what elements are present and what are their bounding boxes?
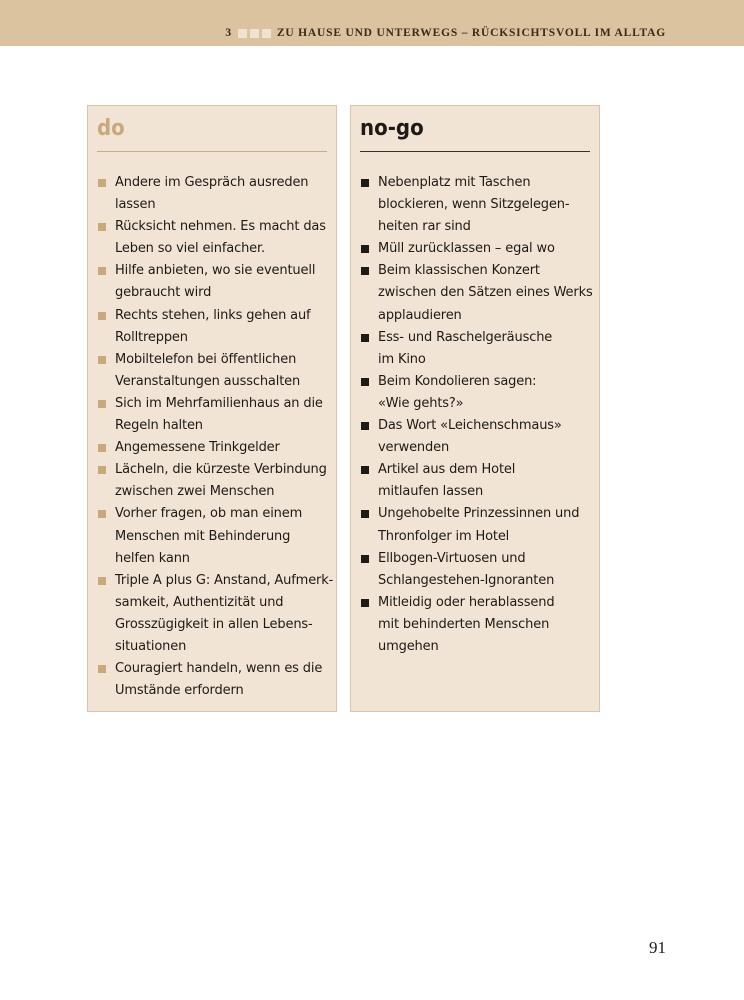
list-item-line: Couragiert handeln, wenn es die bbox=[115, 661, 323, 677]
list-item-line: heiten rar sind bbox=[378, 219, 471, 235]
list-item-line: Regeln halten bbox=[115, 418, 203, 434]
list-item-line: Beim Kondolieren sagen: bbox=[378, 373, 537, 389]
do-divider bbox=[97, 151, 327, 152]
list-item-line: Ess- und Raschelgeräusche bbox=[378, 329, 553, 345]
square-bullet-icon bbox=[361, 510, 369, 518]
list-item bbox=[97, 393, 332, 437]
list-item-line: samkeit, Authentizität und bbox=[115, 594, 284, 610]
square-bullet-icon bbox=[361, 334, 369, 342]
square-bullet-icon bbox=[98, 466, 106, 474]
square-bullet-icon bbox=[98, 577, 106, 585]
square-bullet-icon bbox=[98, 444, 106, 452]
list-item-line: Lächeln, die kürzeste Verbindung bbox=[115, 462, 327, 478]
list-item-line: Rolltreppen bbox=[115, 329, 188, 345]
list-item-line: Beim klassischen Konzert bbox=[378, 263, 540, 279]
list-item-line: mitlaufen lassen bbox=[378, 484, 484, 500]
nogo-box bbox=[350, 105, 600, 712]
list-item-line: Mobiltelefon bei öffentlichen bbox=[115, 351, 297, 367]
square-bullet-icon bbox=[98, 179, 106, 187]
list-item bbox=[360, 172, 595, 238]
square-bullet-icon bbox=[361, 267, 369, 275]
list-item-line: zwischen den Sätzen eines Werks bbox=[378, 285, 593, 301]
running-title: ZU HAUSE UND UNTERWEGS – RÜCKSICHTSVOLL IM ALLTAG bbox=[276, 27, 666, 39]
list-item-line: Ellbogen-Virtuosen und bbox=[378, 550, 526, 566]
list-item bbox=[97, 437, 332, 459]
list-item-line: Schlangestehen-Ignoranten bbox=[378, 572, 555, 588]
list-item-line: situationen bbox=[115, 638, 187, 654]
list-item-line: lassen bbox=[115, 197, 156, 213]
list-item-line: gebraucht wird bbox=[115, 285, 212, 301]
list-item bbox=[97, 172, 332, 216]
list-item-line: verwenden bbox=[378, 440, 450, 456]
list-item bbox=[360, 548, 595, 592]
square-bullet-icon bbox=[361, 555, 369, 563]
list-item bbox=[97, 503, 332, 569]
square-bullet-icon bbox=[361, 422, 369, 430]
running-header bbox=[225, 27, 666, 39]
list-item bbox=[97, 459, 332, 503]
square-bullet-icon bbox=[98, 665, 106, 673]
square-bullet-icon bbox=[361, 378, 369, 386]
square-bullet-icon bbox=[98, 223, 106, 231]
square-bullet-icon bbox=[98, 400, 106, 408]
list-item bbox=[360, 415, 595, 459]
do-box bbox=[87, 105, 337, 712]
list-item bbox=[97, 658, 332, 702]
chapter-number: 3 bbox=[225, 27, 232, 39]
nogo-title: no-go bbox=[360, 116, 424, 141]
square-bullet-icon bbox=[361, 466, 369, 474]
list-item-line: Thronfolger im Hotel bbox=[378, 528, 510, 544]
square-bullet-icon bbox=[361, 245, 369, 253]
nogo-divider bbox=[360, 151, 590, 152]
list-item-line: Rechts stehen, links gehen auf bbox=[115, 307, 311, 323]
square-bullet-icon bbox=[98, 312, 106, 320]
list-item-line: Umstände erfordern bbox=[115, 683, 244, 699]
list-item bbox=[97, 349, 332, 393]
list-item-line: Vorher fragen, ob man einem bbox=[115, 506, 303, 522]
list-item-line: Hilfe anbieten, wo sie eventuell bbox=[115, 263, 316, 279]
list-item-line: Veranstaltungen ausschalten bbox=[115, 373, 301, 389]
list-item bbox=[97, 216, 332, 260]
list-item bbox=[97, 260, 332, 304]
list-item-line: Nebenplatz mit Taschen bbox=[378, 175, 531, 190]
list-item bbox=[360, 260, 595, 326]
list-item bbox=[360, 371, 595, 415]
nogo-list bbox=[360, 172, 595, 658]
list-item-line: zwischen zwei Menschen bbox=[115, 484, 275, 500]
page-number: 91 bbox=[649, 938, 666, 957]
list-item-line: mit behinderten Menschen bbox=[378, 616, 550, 632]
list-item-line: im Kino bbox=[378, 351, 426, 367]
list-item-line: Das Wort «Leichenschmaus» bbox=[378, 418, 562, 434]
list-item-line: blockieren, wenn Sitzgelegen- bbox=[378, 197, 570, 213]
list-item bbox=[360, 238, 595, 260]
list-item-line: Rücksicht nehmen. Es macht das bbox=[115, 219, 326, 235]
list-item-line: Triple A plus G: Anstand, Aufmerk- bbox=[115, 572, 334, 588]
list-item bbox=[360, 503, 595, 547]
list-item-line: Artikel aus dem Hotel bbox=[378, 462, 516, 478]
list-item bbox=[360, 592, 595, 658]
list-item-line: Leben so viel einfacher. bbox=[115, 241, 266, 257]
list-item-line: Angemessene Trinkgelder bbox=[115, 440, 280, 456]
list-item bbox=[360, 327, 595, 371]
list-item-line: umgehen bbox=[378, 638, 439, 654]
square-bullet-icon bbox=[361, 599, 369, 607]
list-item bbox=[97, 305, 332, 349]
square-bullet-icon bbox=[98, 356, 106, 364]
list-item-line: helfen kann bbox=[115, 550, 190, 566]
list-item-line: applaudieren bbox=[378, 307, 462, 323]
square-bullet-icon bbox=[98, 267, 106, 275]
list-item-line: Andere im Gespräch ausreden bbox=[115, 175, 309, 190]
list-item-line: Ungehobelte Prinzessinnen und bbox=[378, 506, 580, 522]
do-title: do bbox=[97, 116, 125, 141]
list-item-line: Sich im Mehrfamilienhaus an die bbox=[115, 395, 323, 411]
list-item-line: Müll zurücklassen – egal wo bbox=[378, 241, 555, 257]
list-item-line: Grosszügigkeit in allen Lebens- bbox=[115, 616, 313, 632]
square-bullet-icon bbox=[98, 510, 106, 518]
square-bullet-icon bbox=[361, 179, 369, 187]
list-item-line: Menschen mit Behinderung bbox=[115, 528, 291, 544]
list-item bbox=[97, 570, 332, 658]
list-item-line: Mitleidig oder herablassend bbox=[378, 594, 555, 610]
header-bar bbox=[0, 0, 744, 46]
list-item-line: «Wie gehts?» bbox=[378, 395, 464, 411]
decorative-squares-icon bbox=[238, 29, 274, 38]
list-item bbox=[360, 459, 595, 503]
do-list bbox=[97, 172, 332, 702]
